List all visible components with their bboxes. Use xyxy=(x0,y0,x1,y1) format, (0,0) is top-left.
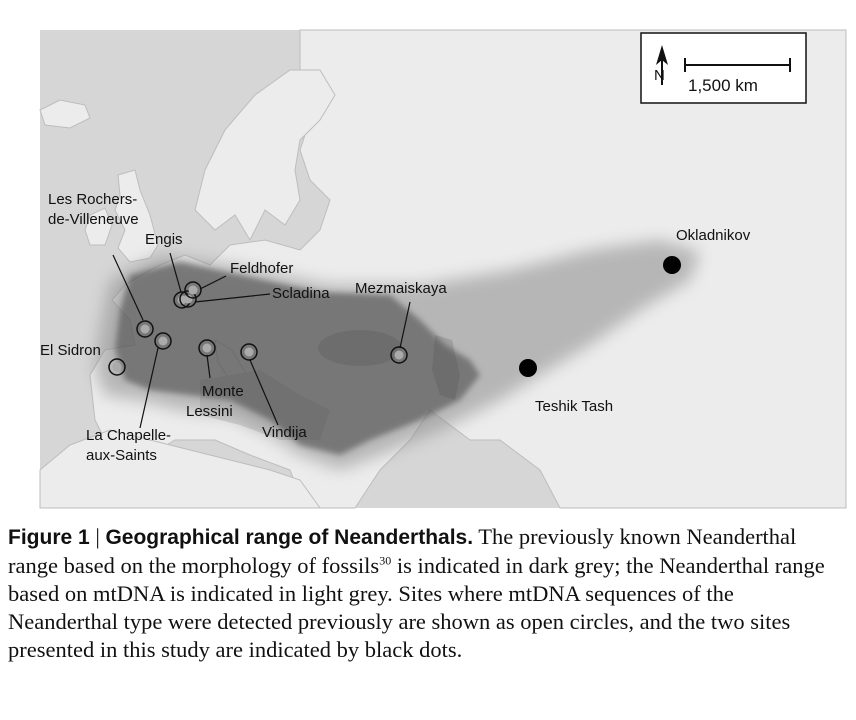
label-elsidron: El Sidron xyxy=(40,342,101,359)
north-label: N xyxy=(654,67,665,84)
figure-caption xyxy=(8,523,844,664)
label-mezmaiskaya: Mezmaiskaya xyxy=(355,280,447,297)
label-engis: Engis xyxy=(145,231,183,248)
label-feldhofer: Feldhofer xyxy=(230,260,294,277)
caption-superscript: 30 xyxy=(379,553,392,568)
label-okladnikov: Okladnikov xyxy=(676,227,751,244)
label-rochers-line2: de-Villeneuve xyxy=(48,211,139,228)
label-lachapelle-line1: La Chapelle- xyxy=(86,427,172,444)
label-scladina: Scladina xyxy=(272,285,330,302)
site-marker-teshiktash xyxy=(519,359,537,377)
figure-title: Geographical range of Neanderthals. xyxy=(105,526,474,549)
site-marker-okladnikov xyxy=(663,256,681,274)
label-teshiktash: Teshik Tash xyxy=(535,398,614,415)
label-vindija: Vindija xyxy=(262,424,307,441)
scale-box xyxy=(641,33,806,103)
label-montelessini-line2: Lessini xyxy=(186,403,233,420)
label-rochers-line1: Les Rochers- xyxy=(48,191,138,208)
label-lachapelle-line2: aux-Saints xyxy=(86,447,157,464)
scale-label: 1,500 km xyxy=(688,76,758,95)
caption-text-part1: The previously known Neanderthal range based on the morphology of fossils xyxy=(8,524,797,578)
figure-label: Figure 1 xyxy=(8,526,90,549)
label-montelessini-line1: Monte xyxy=(202,383,244,400)
caption-separator: | xyxy=(95,524,100,549)
caption-text-part2: is indicated in dark grey; the Neanderthal range based on mtDNA is indicated in light grey. Sites where mtDNA sequences of the Neanderthal type were detected previously are shown as open circles, and the two sites presented in this study are indicated by black dots. xyxy=(8,553,825,662)
